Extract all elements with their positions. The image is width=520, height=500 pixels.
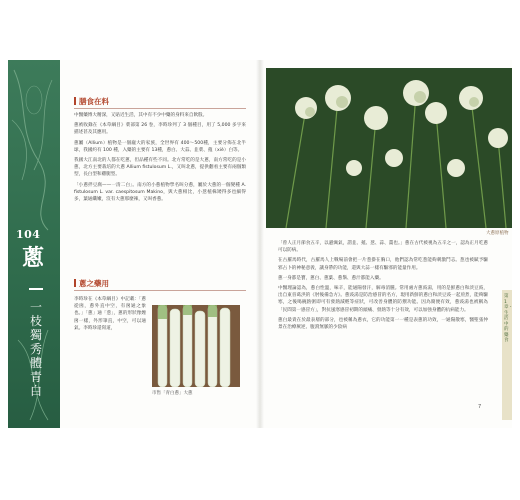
onion-field-photo — [266, 68, 512, 228]
paragraph: 中醫藥博大精深，又貼近生活，其中有不少中藥的身料來自飲殷。 — [74, 113, 208, 118]
section-heading-1: 膳食在料 — [74, 96, 109, 107]
paragraph: 李時珍在《本草綱目》中記載：「蔥從囪，蔥外直中空，有囪通之象也。」「蔥」通「葱」，蔥的形狀像煙囪一樣，外形筆直，中空，可以通氣。李時珍還寫道， — [74, 297, 146, 331]
paragraph: 中醫理論認為，蔥白性溫，味辛，能通陽發汗，解毒消腫。常用處方蔥豉湯，用的是鮮蔥白和淡豆豉，出自東晉葛洪的《肘後備急方》。蔥豉湯是防治感冒的名方，現用新鮮的蔥白和淡豆豉一起煎煮，能夠驅寒，之後喝碗熱粥即可有發熱減輕等症狀，可改善身體的防禦功能。因為簡便有效，蔥豉湯也被稱為「民間第一感冒方」，對抗風寒感冒初期的頭痛、發熱等十分有效，可以加強身體的抗病能力。 — [278, 286, 488, 313]
book-spread — [8, 60, 512, 428]
paragraph: 蔥被收錄在《本草綱目》菜部第 26 卷，李時珍列了 3 個種目，用了 5,000 多字來描述甚及其應用。 — [74, 123, 246, 136]
page-number: 7 — [478, 404, 482, 410]
chapter-title: 蔥 — [22, 245, 45, 271]
paragraph: 蔥白最貴在於最表層的部分，也被稱為蔥衣，它的功能第一一種是表蔥的功效，一通陽散寒，醫聖張仲景在治療厥逆、腹瀉無脈的少陰病 — [278, 317, 488, 331]
paragraph: 蔥屬（Allium）植物是一個龐大的家族，全世界有 400～500種，主要分佈在北半球，我國約有 100 種，入藥的主要有 13種，蔥白、大蒜、韭菜、薤（xiè）白等。 — [74, 140, 246, 153]
heading-mark — [74, 97, 76, 105]
onion-flowers-illustration — [266, 68, 512, 228]
section-2-body — [74, 296, 146, 332]
side-tab-label: 第1章・生活中的藥食 — [504, 294, 513, 343]
paragraph: 「小蔥拌豆腐——一清二白」。南方的小蔥植物學名叫分蔥，屬於大蔥的一個變種 A. fistulosum L. var. caespitosum Makino，與大蔥相比，小葱植株矮得多也細得多，葉通纖嫩，沒有大蔥那麼辣，又叫香蔥。 — [74, 182, 246, 203]
paragraph: 蔥一身都是寶，蔥白、蔥葉、蔥鬚、蔥汁都能入藥。 — [278, 275, 384, 281]
chapter-number: 104 — [16, 228, 41, 241]
photo-tag: 大蔥原植物 — [486, 231, 509, 236]
heading-rule — [74, 290, 246, 291]
book-gutter — [256, 60, 264, 428]
heading-mark — [74, 279, 76, 287]
section-heading-2: 蔥之藥用 — [74, 278, 109, 289]
subtitle-bar — [29, 288, 43, 290]
chapter-banner — [8, 60, 60, 428]
heading-rule — [74, 108, 246, 109]
right-body — [278, 240, 488, 331]
paragraph: 我國大江南北的人都在吃蔥，但品種有些不同。北方常吃的是大蔥，南方常吃的是小蔥，北方主要栽培的大蔥 Allium fistulosum L.，又叫北蔥，提供翻看主要有兩個類型，長白型和雞腿型。 — [74, 158, 246, 178]
green-onion-photo — [152, 305, 240, 387]
chapter-subtitle: 一枝獨秀體青白 — [30, 300, 44, 398]
chapter-side-tab — [502, 290, 512, 420]
scallion-illustration — [152, 305, 240, 387]
paragraph: 在古羅馬時代，古羅馬人上戰場前會把一片葱掛在胸口，他們認為常吃葱能夠刺激鬥志。葱也被賦予驅邪占卜的神秘意義，讓身帶的功能，還與大蒜一樣有驅邪的能量作用。 — [278, 258, 488, 271]
section-1-body — [74, 112, 246, 203]
paragraph: 「曾人正月節食五辛，以避癘氣，謂韭、薤、葱、蒜、薑也。」蔥在古代被視為五辛之一，認為正月吃蔥可以防病。 — [278, 241, 488, 254]
photo-caption: 市售「青白蔥」大蔥 — [152, 391, 193, 396]
